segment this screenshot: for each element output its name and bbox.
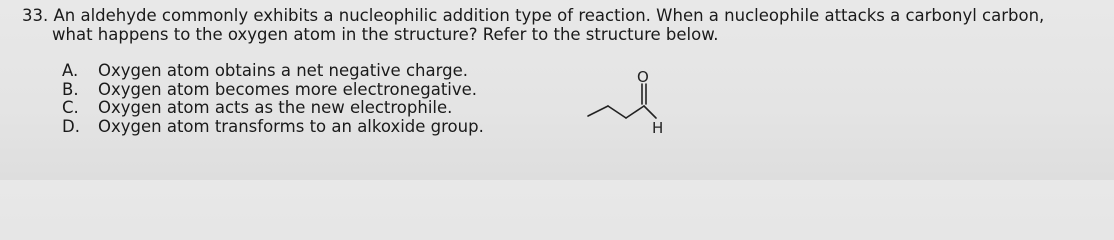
skeletal-formula-svg <box>586 68 676 148</box>
hydrogen-label: H <box>652 119 664 137</box>
option-text: Oxygen atom becomes more electronegative. <box>98 79 478 99</box>
option-letter: B. <box>62 79 79 99</box>
answer-options <box>62 62 484 136</box>
option-c[interactable] <box>62 99 484 118</box>
option-d[interactable] <box>62 118 484 137</box>
option-letter: C. <box>62 98 79 118</box>
option-b[interactable] <box>62 81 484 100</box>
aldehyde-structure-diagram <box>586 68 676 148</box>
option-letter: A. <box>62 61 79 80</box>
bond-c1-c2 <box>588 106 608 116</box>
question-number: 33. <box>22 6 49 25</box>
question-stem-line-1 <box>22 6 1107 25</box>
question-block <box>22 6 1107 44</box>
option-text: Oxygen atom acts as the new electrophile. <box>98 98 453 118</box>
bond-c3-c4 <box>626 106 644 118</box>
question-stem-line-2: what happens to the oxygen atom in the structure? Refer to the structure below. <box>52 25 719 44</box>
question-stem-text-1: An aldehyde commonly exhibits a nucleophilic addition type of reaction. When a nucleophile attacks a carbonyl carbon, <box>53 6 1045 25</box>
option-a[interactable] <box>62 62 484 81</box>
option-letter: D. <box>62 116 80 136</box>
option-text: Oxygen atom transforms to an alkoxide group. <box>98 116 484 136</box>
option-text: Oxygen atom obtains a net negative charge. <box>98 61 468 80</box>
bond-c2-c3 <box>608 106 626 118</box>
oxygen-label: O <box>637 68 649 86</box>
bond-c-h <box>644 106 656 118</box>
